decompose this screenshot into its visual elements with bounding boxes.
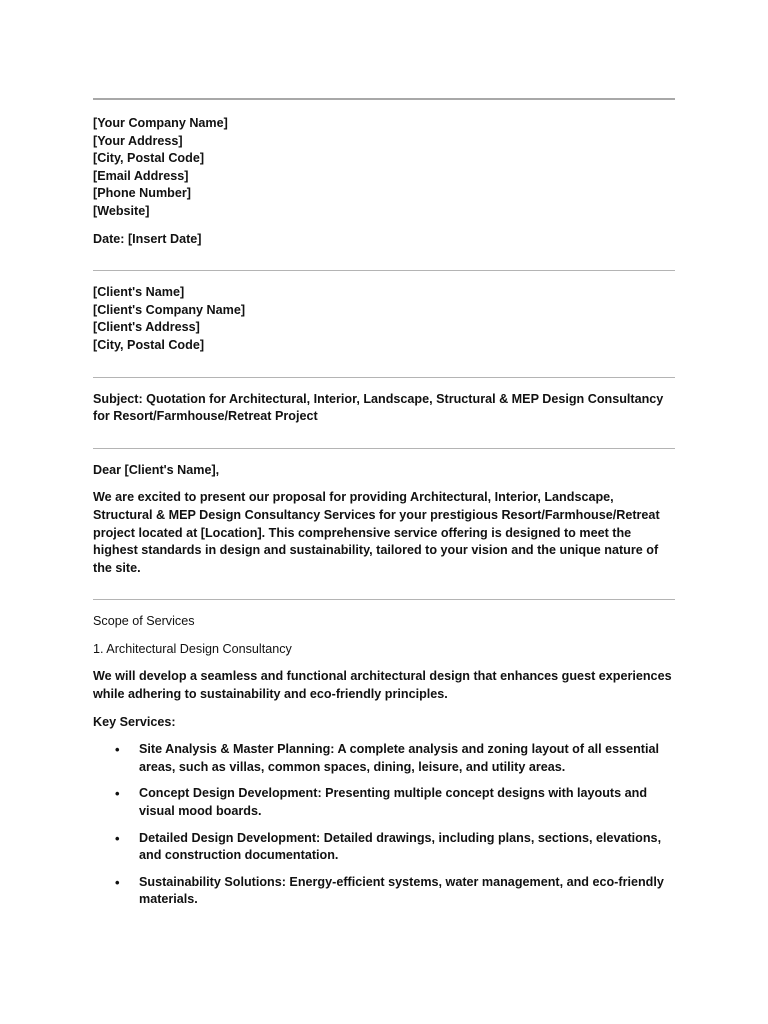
- bullet-icon: •: [115, 874, 120, 890]
- key-service-text: Site Analysis & Master Planning: A complete analysis and zoning layout of all essential areas, such as villas, common spaces, dining, leisure, and utility areas.: [139, 742, 659, 774]
- client-name: [Client's Name]: [93, 285, 185, 300]
- section-1-heading: 1. Architectural Design Consultancy: [93, 641, 292, 656]
- sender-phone: [Phone Number]: [93, 186, 191, 201]
- salutation: Dear [Client's Name],: [93, 462, 220, 477]
- sender-website: [Website]: [93, 203, 150, 218]
- key-service-text: Sustainability Solutions: Energy-efficient systems, water management, and eco-friendly materials.: [139, 874, 664, 907]
- subject-line: Subject: Quotation for Architectural, Interior, Landscape, Structural & MEP Design Consultancy for Resort/Farmhouse/Retreat Project: [93, 391, 664, 424]
- key-services-list: [93, 741, 675, 909]
- key-service-text: Detailed Design Development: Detailed drawings, including plans, sections, elevations, and construction documentation.: [139, 830, 662, 863]
- list-item: [93, 785, 675, 820]
- intro-paragraph: We are excited to present our proposal for providing Architectural, Interior, Landscape, Structural & MEP Design Consultancy Services for your prestigious Resort/Farmhouse/Retreat project located at [Location]. This comprehensive service offering is designed to meet the highest standards in design and sustainability, tailored to your vision and the unique nature of the site.: [93, 490, 660, 575]
- sender-address: [Your Address]: [93, 133, 183, 148]
- client-block: [93, 284, 675, 354]
- list-item: [93, 874, 675, 909]
- key-service-text: Concept Design Development: Presenting multiple concept designs with layouts and visual mood boards.: [139, 786, 648, 819]
- divider-after-client: [93, 377, 675, 378]
- section-1-intro: We will develop a seamless and functional architectural design that enhances guest experiences while adhering to sustainability and eco-friendly principles.: [93, 669, 672, 702]
- sender-company-name: [Your Company Name]: [93, 116, 228, 130]
- list-item: [93, 741, 675, 776]
- key-services-label: Key Services:: [93, 714, 176, 729]
- divider-after-date: [93, 270, 675, 271]
- divider-after-subject: [93, 448, 675, 449]
- scope-heading: Scope of Services: [93, 614, 195, 629]
- client-company-name: [Client's Company Name]: [93, 302, 246, 317]
- bullet-icon: •: [115, 786, 120, 802]
- client-address: [Client's Address]: [93, 320, 200, 335]
- divider-after-intro: [93, 599, 675, 600]
- sender-email: [Email Address]: [93, 168, 189, 183]
- sender-city-postal: [City, Postal Code]: [93, 151, 205, 166]
- letter-body: [93, 98, 675, 918]
- client-city-postal: [City, Postal Code]: [93, 337, 205, 352]
- date-line: Date: [Insert Date]: [93, 231, 202, 246]
- list-item: [93, 830, 675, 865]
- bullet-icon: •: [115, 742, 120, 758]
- bullet-icon: •: [115, 830, 120, 846]
- top-divider: [93, 98, 675, 100]
- sender-block: [93, 115, 675, 221]
